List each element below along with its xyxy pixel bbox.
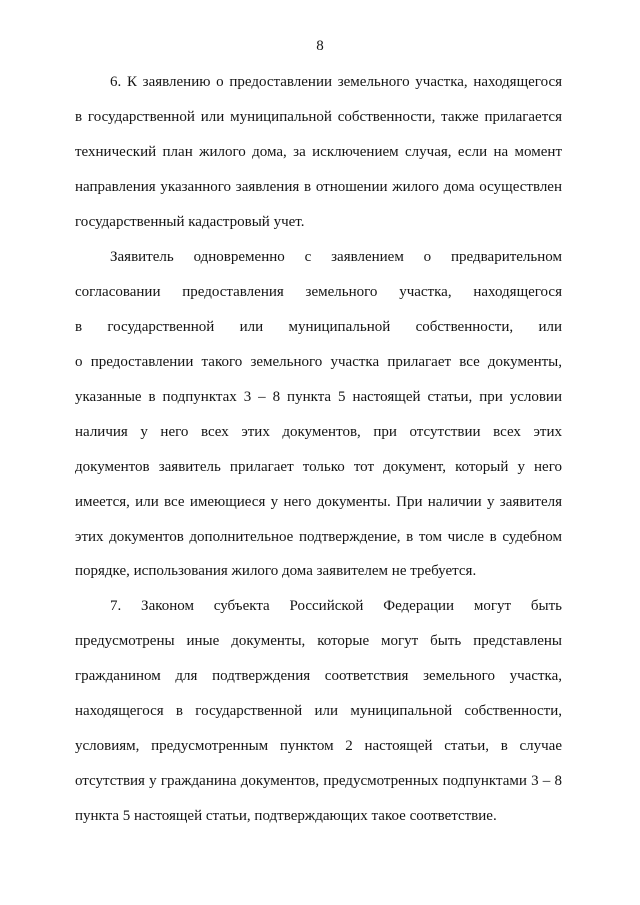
paragraph-applicant-line-6: наличия у него всех этих документов, при отсутствии всех этих [75,424,562,440]
paragraph-7-line-4: находящегося в государственной или муниципальной собственности, [75,703,562,719]
paragraph-applicant-line-2: согласовании предоставления земельного участка, находящегося [75,284,562,300]
paragraph-applicant-line-4: о предоставлении такого земельного участка прилагает все документы, [75,354,562,370]
paragraph-applicant-line-8: имеется, или все имеющиеся у него документы. При наличии у заявителя [75,494,562,510]
paragraph-7-line-1: 7. Законом субъекта Российской Федерации могут быть [110,598,562,614]
paragraph-applicant-line-9: этих документов дополнительное подтверждение, в том числе в судебном [75,529,562,545]
paragraph-applicant-line-3: в государственной или муниципальной собственности, или [75,319,562,335]
paragraph-7-line-5: условиям, предусмотренным пунктом 2 настоящей статьи, в случае [75,738,562,754]
paragraph-6-line-5: государственный кадастровый учет. [75,214,305,230]
paragraph-6-line-1: 6. К заявлению о предоставлении земельного участка, находящегося [110,74,562,90]
paragraph-6-line-2: в государственной или муниципальной собственности, также прилагается [75,109,562,125]
paragraph-7-line-2: предусмотрены иные документы, которые могут быть представлены [75,633,562,649]
paragraph-6-line-4: направления указанного заявления в отношении жилого дома осуществлен [75,179,562,195]
paragraph-7-line-7: пункта 5 настоящей статьи, подтверждающих такое соответствие. [75,808,497,824]
paragraph-applicant-line-7: документов заявитель прилагает только тот документ, который у него [75,459,562,475]
page-number: 8 [316,38,324,54]
paragraph-applicant-line-5: указанные в подпунктах 3 – 8 пункта 5 настоящей статьи, при условии [75,389,562,405]
paragraph-7-line-6: отсутствия у гражданина документов, предусмотренных подпунктами 3 – 8 [75,773,562,789]
paragraph-7-line-3: гражданином для подтверждения соответствия земельного участка, [75,668,562,684]
paragraph-6-line-3: технический план жилого дома, за исключением случая, если на момент [75,144,562,160]
paragraph-applicant-line-1: Заявитель одновременно с заявлением о предварительном [110,249,562,265]
paragraph-applicant-line-10: порядке, использования жилого дома заявителем не требуется. [75,563,477,579]
